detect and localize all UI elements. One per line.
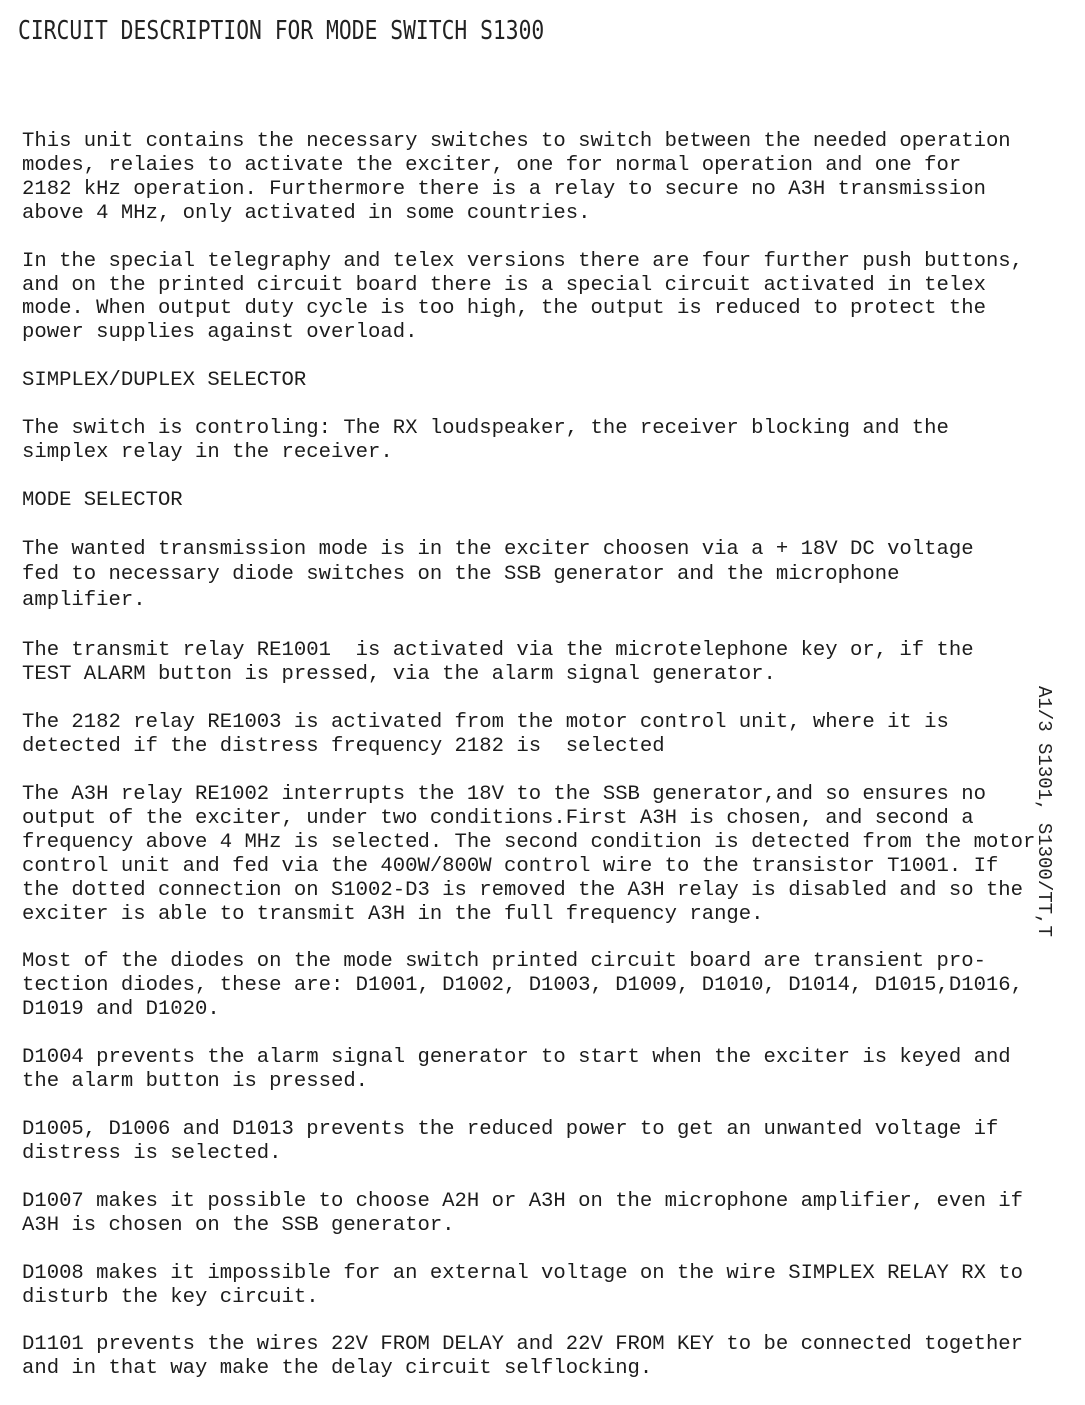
d1005-paragraph: D1005, D1006 and D1013 prevents the reduced power to get an unwanted voltage if distress is selected. xyxy=(22,1117,999,1165)
mode-paragraph: The wanted transmission mode is in the exciter choosen via a + 18V DC voltage fed to necessary diode switches on the SSB generator and the microphone amplifier. xyxy=(22,537,974,612)
transmit-relay-paragraph: The transmit relay RE1001 is activated via the microtelephone key or, if the TEST ALARM button is pressed, via the alarm signal generator. xyxy=(22,639,974,687)
telex-paragraph: In the special telegraphy and telex versions there are four further push buttons, and on the printed circuit board there is a special circuit activated in telex mode. When output duty cycle is too high, the output is reduced to protect the power supplies against overload. xyxy=(22,249,1024,345)
page-title: CIRCUIT DESCRIPTION FOR MODE SWITCH S1300 xyxy=(18,16,545,46)
section-heading-mode-selector: MODE SELECTOR xyxy=(22,488,183,512)
d1004-paragraph: D1004 prevents the alarm signal generator to start when the exciter is keyed and the alarm button is pressed. xyxy=(22,1046,1011,1094)
relay-2182-paragraph: The 2182 relay RE1003 is activated from the motor control unit, where it is detected if the distress frequency 2182 is selected xyxy=(22,711,949,759)
section-heading-simplex-duplex: SIMPLEX/DUPLEX SELECTOR xyxy=(22,369,307,393)
a3h-relay-paragraph: The A3H relay RE1002 interrupts the 18V to the SSB generator,and so ensures no output of the exciter, under two conditions.First A3H is chosen, and second a frequency above 4 MHz is selected. The second condition is detected from the motor control unit and fed via the 400W/800W control wire to the transistor T1001. If the dotted connection on S1002-D3 is removed the A3H relay is disabled and so the exciter is able to transmit A3H in the full frequency range. xyxy=(22,783,1036,926)
d1008-paragraph: D1008 makes it impossible for an external voltage on the wire SIMPLEX RELAY RX to disturb the key circuit. xyxy=(22,1261,1024,1309)
d1007-paragraph: D1007 makes it possible to choose A2H or A3H on the microphone amplifier, even if A3H is chosen on the SSB generator. xyxy=(22,1189,1024,1237)
d1101-paragraph: D1101 prevents the wires 22V FROM DELAY and 22V FROM KEY to be connected together and in that way make the delay circuit selflocking. xyxy=(22,1333,1024,1381)
document-body xyxy=(22,130,1036,1381)
intro-paragraph: This unit contains the necessary switches to switch between the needed operation modes, relaies to activate the exciter, one for normal operation and one for 2182 kHz operation. Furthermore there is a relay to secure no A3H transmission above 4 MHz, only activated in some countries. xyxy=(22,130,1011,225)
protection-diodes-paragraph: Most of the diodes on the mode switch printed circuit board are transient pro- tection diodes, these are: D1001, D1002, D1003, D1009, D1010, D1014, D1015,D1016, D1019 and D1020. xyxy=(22,950,1024,1022)
simplex-paragraph: The switch is controling: The RX loudspeaker, the receiver blocking and the simplex relay in the receiver. xyxy=(22,417,949,465)
side-reference-label: A1/3 S1301, S1300/TT,T xyxy=(1033,686,1055,937)
